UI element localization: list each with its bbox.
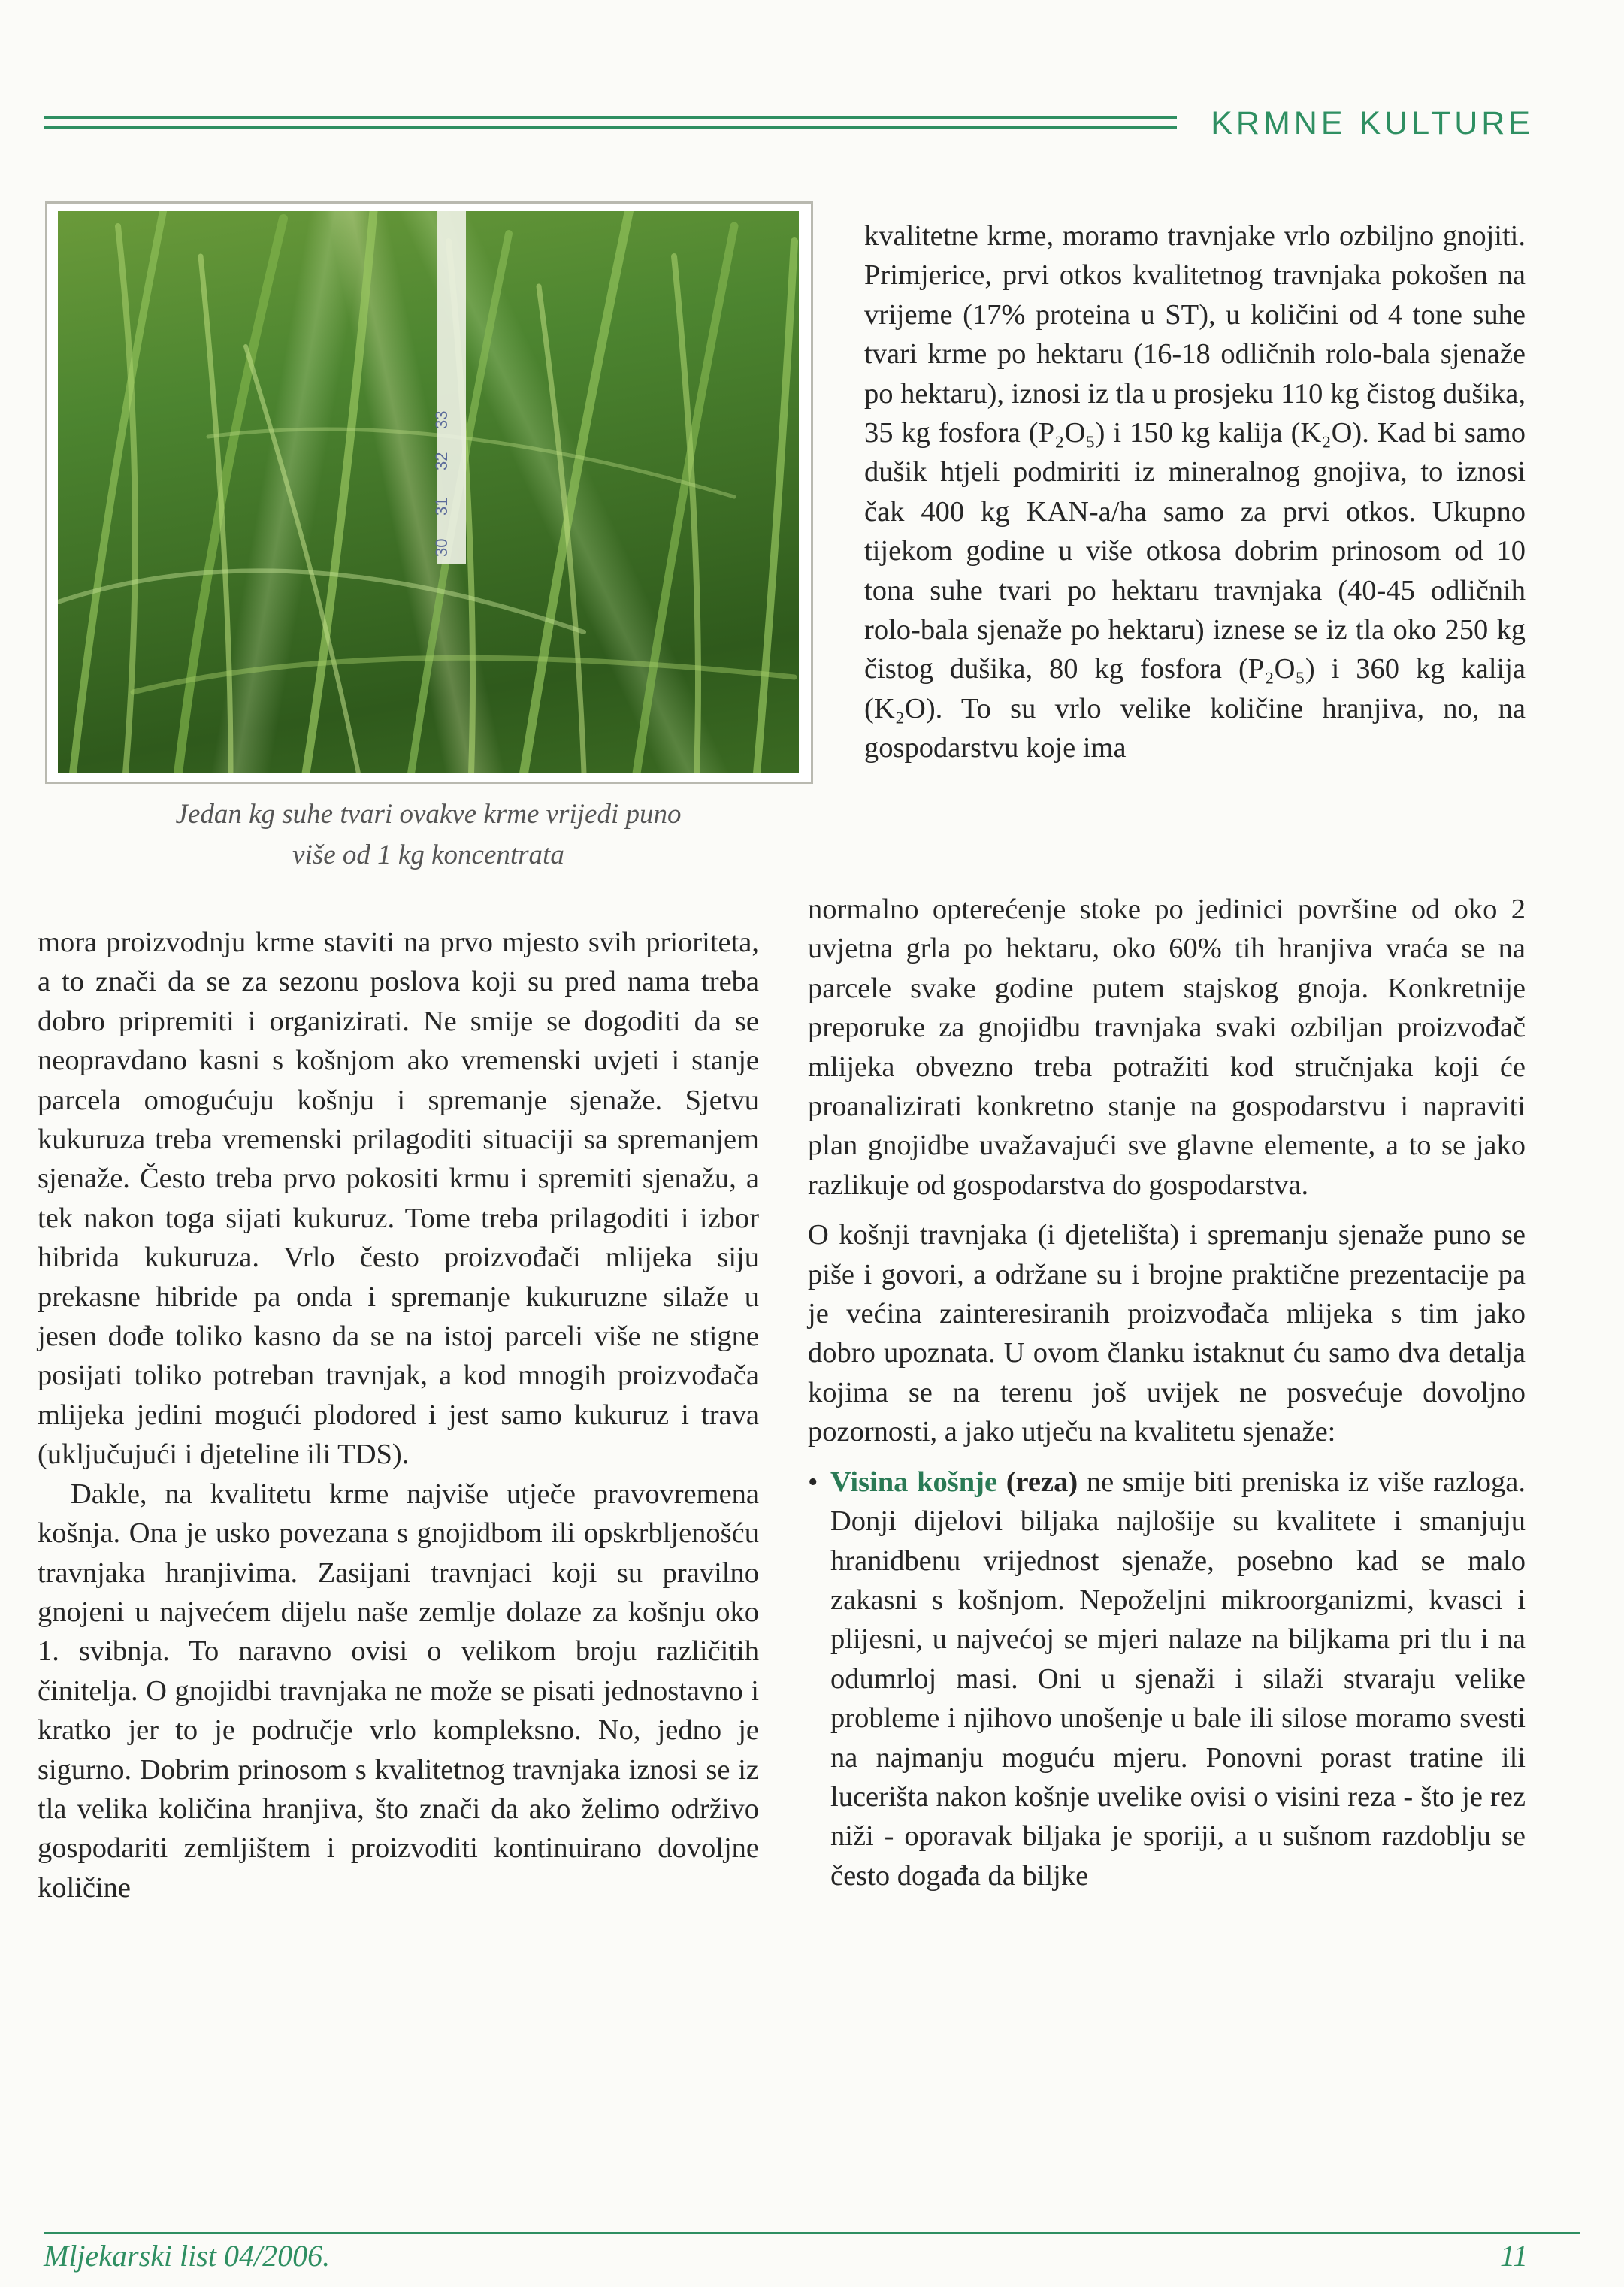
paragraph-continued: kvalitetne krme, moramo travnjake vrlo ozbiljno gnojiti. Primjerice, prvi otkos kvalitetnog travnjaka pokošen na vrijeme (17% proteina u ST), u količini od 4 tone suhe tvari krme po hektaru (16-18 odličnih rolo-bala sjenaže po hektaru), iznosi iz tla u prosjeku 110 kg čistog dušika, 35 kg fosfora (P₂O₅) i 150 kg kalija (K₂O). Kad bi samo dušik htjeli podmiriti iz mineralnog gnojiva, to iznosi čak 400 kg KAN-a/ha samo za prvi otkos. Ukupno tijekom godine u više otkosa dobrim prinosom od 10 tona suhe tvari po hektaru travnjaka (40-45 odličnih rolo-bala sjenaže po hektaru) iznese se iz tla oko 250 kg čistog dušika, 80 kg fosfora (P₂O₅) i 360 kg kalija (K₂O). To su vrlo velike količine hranjiva, no, na gospodarstvu koje ima: [864, 220, 1526, 764]
grass-illustration: [58, 211, 799, 773]
ruler-mark: 30: [432, 538, 451, 557]
measuring-ruler: [432, 211, 466, 564]
footer-rule: [44, 2232, 1580, 2234]
paragraph: mora proizvodnju krme staviti na prvo mjesto svih prioriteta, a to znači da se za sezonu poslova koji su pred nama treba dobro pripremiti i organizirati. Ne smije se dogoditi da se neopravdano kasni s košnjom ako vremenski uvjeti i stanje parcela omogućuju košnju i spremanje sjenaže. Sjetvu kukuruza treba vremenski prilagoditi situaciji sa spremanjem sjenaže. Često treba prvo pokositi krmu i spremiti sjenažu, a tek nakon toga sijati kukuruz. Tome treba prilagoditi i izbor hibrida kukuruza. Vrlo često proizvođači mlijeka siju prekasne hibride pa onda i spremanje kukuruzne silaže u jesen dođe toliko kasno da se na istoj parceli više ne stigne posijati toliko potreban travnjak, a kod mnogih proizvođača mlijeka jedini mogući plodored i jest samo kukuruz i trava (uključujući i djeteline ili TDS).: [38, 927, 759, 1471]
paragraph: normalno opterećenje stoke po jedinici površine od oko 2 uvjetna grla po hektaru, oko 60% tih hranjiva vraća se na parcele svake godine putem stajskog gnoja. Konkretnije preporuke za gnojidbu travnjaka svaki ozbiljan proizvođač mlijeka obvezno treba potražiti kod stručnjaka koji će proanalizirati konkretno stanje na gospodarstvu i napraviti plan gnojidbe uvažavajući sve glavne elemente, a to se jako razlikuje od gospodarstva do gospodarstva.: [808, 894, 1526, 1201]
grass-photo: [58, 211, 799, 773]
ruler-mark: 31: [432, 497, 451, 516]
right-column: [808, 890, 1526, 1895]
caption-line-2: više od 1 kg koncentrata: [292, 839, 564, 870]
paragraph: O košnji travnjaka (i djetelišta) i spremanju sjenaže puno se piše i govori, a održane su i brojne praktične prezentacije pa je većina zainteresiranih proizvođača mlijeka s tim jako dobro upoznata. U ovom članku istaknut ću samo dva detalja kojima se na terenu još uvijek ne posvećuje dovoljno pozornosti, a jako utječu na kvalitetu sjenaže:: [808, 1219, 1526, 1448]
bullet-term-paren: (reza): [1006, 1466, 1078, 1498]
page-number: 11: [1499, 2239, 1528, 2273]
ruler-mark: 33: [432, 410, 451, 429]
right-column-top: [864, 216, 1526, 768]
bullet-term: Visina košnje: [830, 1466, 998, 1498]
bullet-text: ne smije biti preniska iz više razloga. Donji dijelovi biljaka najlošije su kvalitete i smanjuju hranidbenu vrijednost sjenaže, posebno kad se malo zakasni s košnjom. Nepoželjni mikroorganizmi, kvasci i plijesni, u najvećoj se mjeri nalaze na biljkama pri tlu i na odumrloj masi. Oni u sjenaži i silaži stvaraju velike probleme i njihovo unošenje u bale ili silose moramo svesti na najmanju moguću mjeru. Ponovni porast tratine ili lucerišta nakon košnje uvelike ovisi o visini reza - što je rez niži - oporavak biljaka je sporiji, a u sušnom razdoblju se često događa da biljke: [830, 1466, 1526, 1892]
header-rule: [44, 116, 1177, 129]
figure-frame: [45, 201, 813, 784]
paragraph: Dakle, na kvalitetu krme najviše utječe pravovremena košnja. Ona je usko povezana s gnojidbom ili opskrbljenošću travnjaka hranjivima. Zasijani travnjaci koji su pravilno gnojeni u najvećem dijelu naše zemlje dolaze za košnju oko 1. svibnja. To naravno ovisi o velikom broju različitih činitelja. O gnojidbi travnjaka ne može se pisati jednostavno i kratko jer to je područje vrlo kompleksno. No, jedno je sigurno. Dobrim prinosom s kvalitetnog travnjaka iznosi se iz tla velika količina hranjiva, što znači da ako želimo održivo gospodariti zemljištem i proizvoditi kontinuirano dovoljne količine: [38, 1478, 759, 1904]
section-title: KRMNE KULTURE: [1211, 105, 1534, 141]
figure-caption: [75, 794, 782, 876]
left-column: [38, 923, 759, 1907]
caption-line-1: Jedan kg suhe tvari ovakve krme vrijedi puno: [175, 799, 682, 830]
publication-name: Mljekarski list 04/2006.: [44, 2239, 331, 2273]
bullet-icon: •: [808, 1466, 818, 1498]
ruler-mark: 32: [432, 452, 451, 470]
bullet-item: [808, 1463, 1526, 1895]
